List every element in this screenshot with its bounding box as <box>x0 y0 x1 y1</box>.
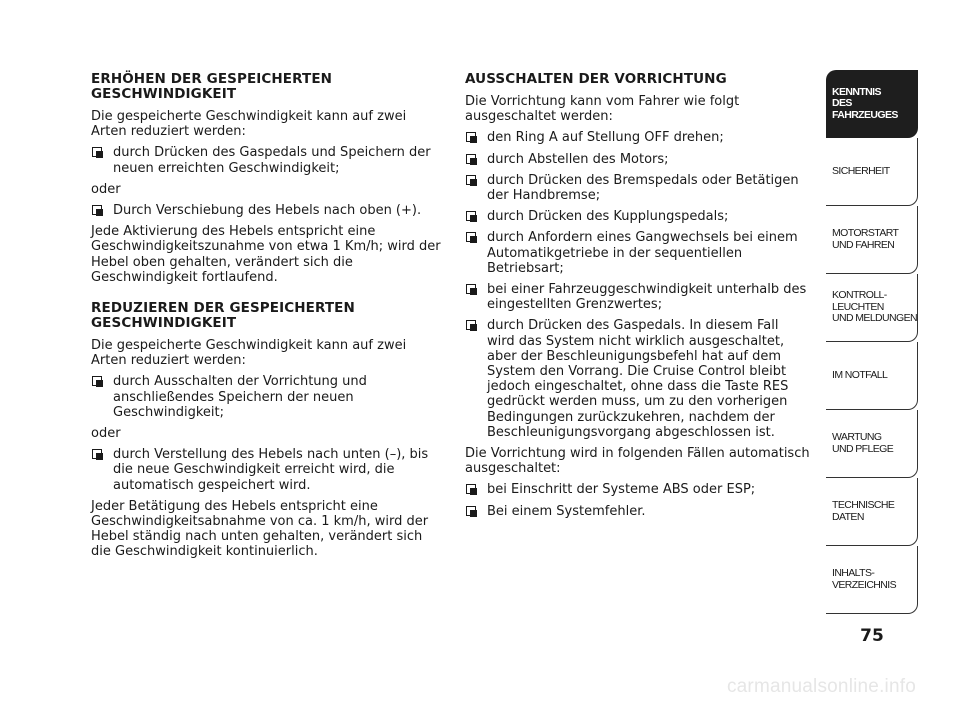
list-item: durch Drücken des Kupplungspedals; <box>465 209 810 224</box>
tab-kenntnis[interactable]: KENNTNIS DES FAHRZEUGES <box>826 70 918 138</box>
checkbox-bullet-icon <box>466 506 476 516</box>
list-item: Durch Verschiebung des Hebels nach oben (+). <box>91 203 443 218</box>
checkbox-bullet-icon <box>466 320 476 330</box>
right-column <box>465 72 810 525</box>
bullet-list <box>465 482 810 518</box>
checkbox-bullet-icon <box>92 147 102 157</box>
section-reduce-speed <box>91 301 443 560</box>
list-item: durch Anfordern eines Gangwechsels bei einem Automatikgetriebe in der sequentiellen Betriebsart; <box>465 230 810 276</box>
section-increase-speed <box>91 72 443 285</box>
list-item: den Ring A auf Stellung OFF drehen; <box>465 130 810 145</box>
list-item: durch Drücken des Bremspedals oder Betätigen der Handbremse; <box>465 173 810 203</box>
paragraph: Jeder Betätigung des Hebels entspricht eine Geschwindigkeitsabnahme von ca. 1 km/h, wird der Hebel ständig nach unten gehalten, verändert sich die Geschwindigkeit kontinuierlich. <box>91 498 429 560</box>
section-heading: REDUZIEREN DER GESPEICHERTEN GESCHWINDIGKEIT <box>91 300 355 332</box>
tab-kontrollleuchten[interactable]: KONTROLL- LEUCHTEN UND MELDUNGEN <box>826 274 918 342</box>
list-item: bei Einschritt der Systeme ABS oder ESP; <box>465 482 810 497</box>
list-item: durch Ausschalten der Vorrichtung und anschließendes Speichern der neuen Geschwindigkeit; <box>91 374 443 420</box>
list-item: bei einer Fahrzeuggeschwindigkeit unterhalb des eingestellten Grenzwertes; <box>465 282 810 312</box>
bullet-list <box>91 203 443 218</box>
tab-sicherheit[interactable]: SICHERHEIT <box>826 138 918 206</box>
paragraph: Die gespeicherte Geschwindigkeit kann auf zwei Arten reduziert werden: <box>91 338 407 369</box>
checkbox-bullet-icon <box>466 211 476 221</box>
checkbox-bullet-icon <box>92 376 102 386</box>
list-item: durch Abstellen des Motors; <box>465 152 810 167</box>
checkbox-bullet-icon <box>466 154 476 164</box>
bullet-list <box>91 447 443 493</box>
list-item: durch Verstellung des Hebels nach unten (–), bis die neue Geschwindigkeit erreicht wird, die automatisch gespeichert wird. <box>91 447 443 493</box>
left-column <box>91 72 443 576</box>
tab-motorstart[interactable]: MOTORSTART UND FAHREN <box>826 206 918 274</box>
section-heading: ERHÖHEN DER GESPEICHERTEN GESCHWINDIGKEIT <box>91 71 333 102</box>
tab-inhaltsverzeichnis[interactable]: INHALTS- VERZEICHNIS <box>826 546 918 614</box>
list-item: Bei einem Systemfehler. <box>465 504 810 519</box>
list-item: durch Drücken des Gaspedals und Speichern der neuen erreichten Geschwindigkeit; <box>91 145 443 175</box>
checkbox-bullet-icon <box>466 484 476 494</box>
section-heading: AUSSCHALTEN DER VORRICHTUNG <box>465 71 727 87</box>
checkbox-bullet-icon <box>466 284 476 294</box>
paragraph: oder <box>91 181 121 197</box>
paragraph: oder <box>91 426 121 442</box>
tab-wartung[interactable]: WARTUNG UND PFLEGE <box>826 410 918 478</box>
paragraph: Die Vorrichtung wird in folgenden Fällen automatisch ausgeschaltet: <box>465 446 810 477</box>
chapter-sidebar <box>826 70 918 614</box>
paragraph: Die Vorrichtung kann vom Fahrer wie folgt ausgeschaltet werden: <box>465 94 740 125</box>
checkbox-bullet-icon <box>466 232 476 242</box>
bullet-list <box>91 374 443 420</box>
checkbox-bullet-icon <box>466 132 476 142</box>
watermark: carmanualsonline.info <box>726 676 916 697</box>
list-item: durch Drücken des Gaspedals. In diesem Fall wird das System nicht wirklich ausgeschaltet, aber der Beschleunigungsbefehl hat auf dem System den Vorrang. Die Cruise Control bleibt jedoch eingeschaltet, ohne dass die Taste RES gedrückt werden muss, um zu den vorherigen Bedingungen zurückzukehren, nachdem der Beschleunigungsvorgang abgeschlossen ist. <box>465 318 810 440</box>
page-number: 75 <box>860 626 884 646</box>
tab-im-notfall[interactable]: IM NOTFALL <box>826 342 918 410</box>
bullet-list <box>465 130 810 440</box>
checkbox-bullet-icon <box>92 449 102 459</box>
checkbox-bullet-icon <box>466 175 476 185</box>
paragraph: Jede Aktivierung des Hebels entspricht eine Geschwindigkeitszunahme von etwa 1 Km/h; wird der Hebel oben gehalten, verändert sich die Geschwindigkeit fortlaufend. <box>91 224 441 285</box>
tab-technische-daten[interactable]: TECHNISCHE DATEN <box>826 478 918 546</box>
paragraph: Die gespeicherte Geschwindigkeit kann auf zwei Arten reduziert werden: <box>91 109 407 140</box>
bullet-list <box>91 145 443 175</box>
checkbox-bullet-icon <box>92 205 102 215</box>
